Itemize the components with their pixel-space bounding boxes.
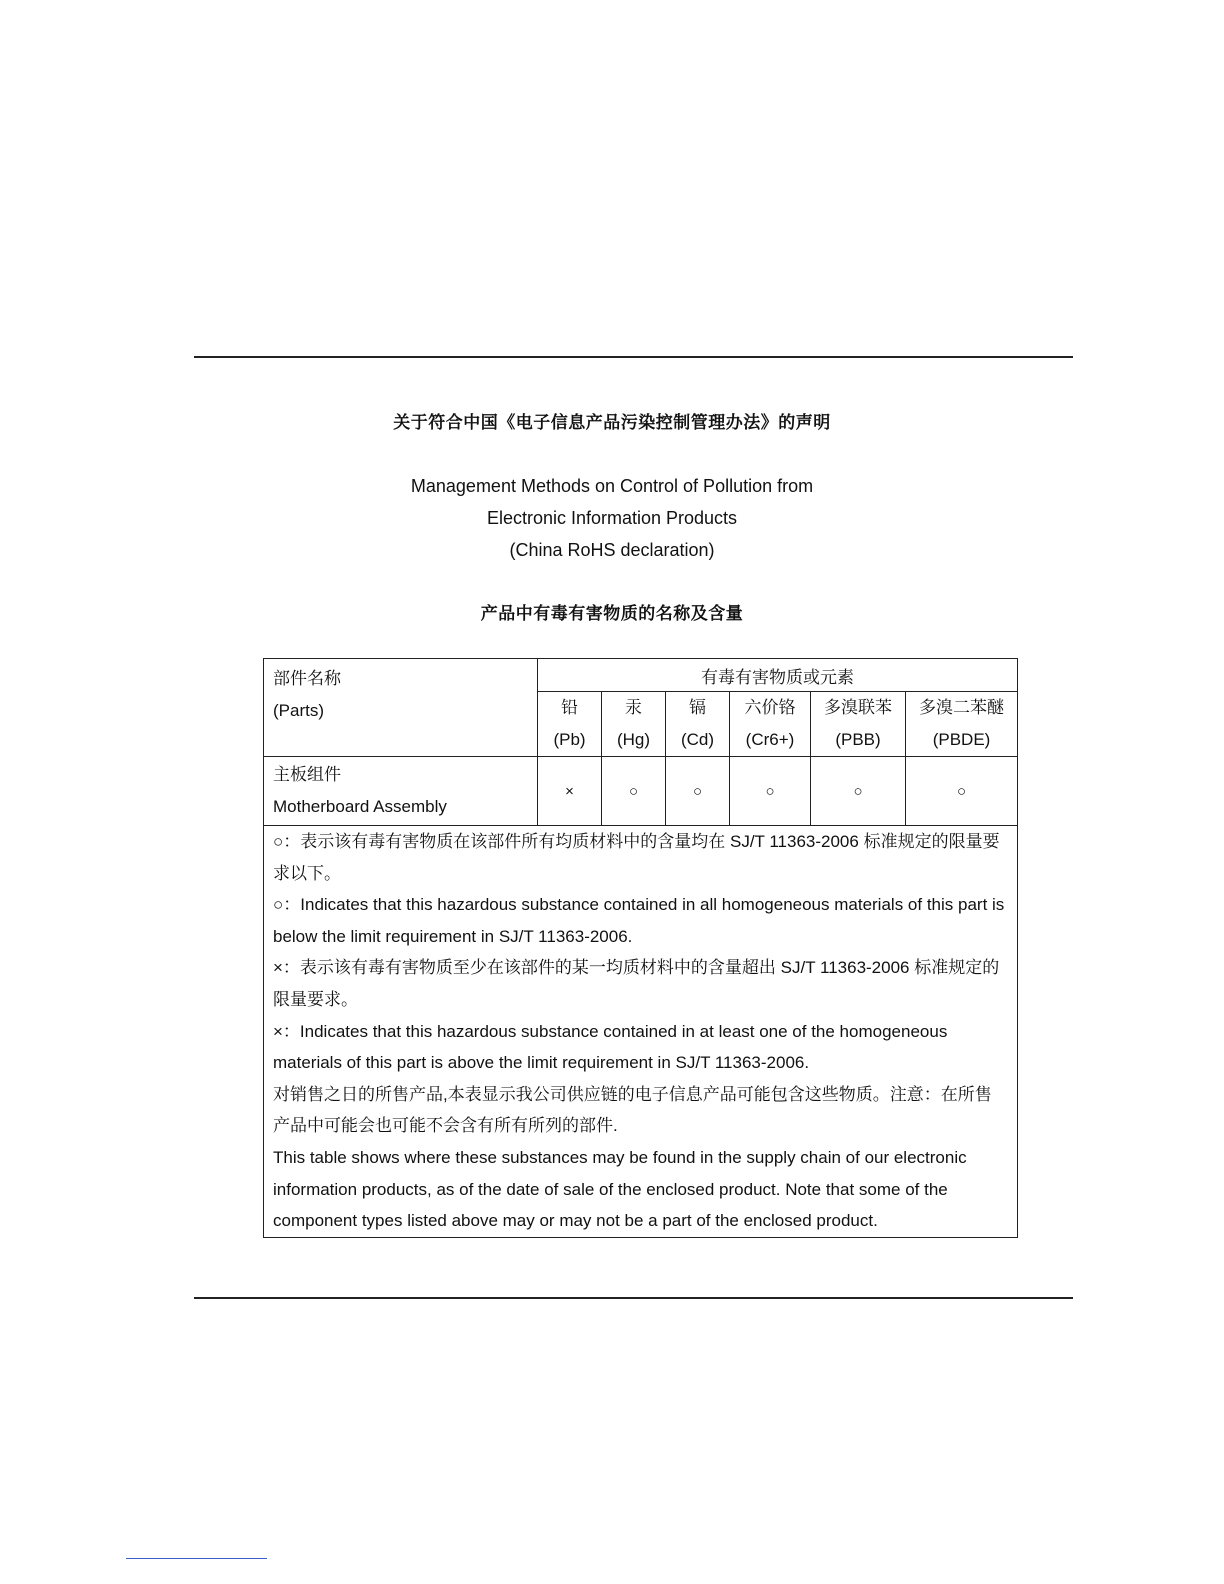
- substance-symbol: (Cd): [680, 730, 715, 749]
- substance-header-mercury: [602, 692, 666, 757]
- substance-cn: 六价铬: [744, 698, 796, 717]
- substance-group-header: 有毒有害物质或元素: [538, 659, 1018, 692]
- note-supply-chain-cn: 对销售之日的所售产品,本表显示我公司供应链的电子信息产品可能包含这些物质。注意：在所售产品中可能会也可能不会含有所有所列的部件.: [273, 1084, 992, 1136]
- substance-cn: 镉: [689, 698, 706, 717]
- substance-symbol: (PBDE): [932, 730, 991, 749]
- substance-header-cadmium: [666, 692, 730, 757]
- note-above-limit-en: ×：Indicates that this hazardous substance contained in at least one of the homogeneous materials of this part is above the limit requirement in SJ/T 11363-2006.: [273, 1021, 948, 1073]
- mark-pbb: ○: [811, 757, 906, 826]
- note-supply-chain-en: This table shows where these substances may be found in the supply chain of our electronic information products, as of the date of sale of the enclosed product. Note that some of the component types listed above may or may not be a part of the enclosed product.: [273, 1147, 967, 1231]
- note-below-limit-en: ○：Indicates that this hazardous substance contained in all homogeneous materials of this part is below the limit requirement in SJ/T 11363-2006.: [273, 895, 1005, 946]
- footnote-rule: [126, 1558, 267, 1559]
- mark-mercury: ○: [602, 757, 666, 826]
- hazardous-substance-table: [263, 658, 1018, 1238]
- substance-symbol: (PBB): [835, 730, 881, 749]
- english-title-line-2: Electronic Information Products: [486, 508, 738, 528]
- substance-header-lead: [538, 692, 602, 757]
- table-row: [264, 757, 1018, 826]
- substance-symbol: (Cr6+): [745, 730, 795, 749]
- table-caption: 产品中有毒有害物质的名称及含量: [480, 604, 744, 623]
- mark-pbde: ○: [906, 757, 1018, 826]
- substance-header-pbb: [811, 692, 906, 757]
- chinese-declaration-title: 关于符合中国《电子信息产品污染控制管理办法》的声明: [393, 413, 831, 432]
- note-below-limit-cn: ○：表示该有毒有害物质在该部件所有均质材料中的含量均在 SJ/T 11363-2006 标准规定的限量要求以下。: [273, 832, 1000, 883]
- mark-chromium: ○: [730, 757, 811, 826]
- parts-header-cell: [264, 659, 538, 757]
- note-above-limit-cn: ×：表示该有毒有害物质至少在该部件的某一均质材料中的含量超出 SJ/T 11363-2006 标准规定的限量要求。: [273, 958, 1000, 1009]
- bottom-divider: [194, 1297, 1073, 1299]
- substance-header-pbde: [906, 692, 1018, 757]
- part-name-en: Motherboard Assembly: [273, 797, 447, 816]
- parts-header-cn: 部件名称: [273, 669, 341, 688]
- part-name-cn: 主板组件: [273, 765, 341, 784]
- parts-header-en: (Parts): [273, 701, 324, 720]
- notes-cell: [264, 826, 1018, 1238]
- substance-cn: 多溴联苯: [824, 698, 892, 717]
- substance-cn: 汞: [625, 698, 642, 717]
- substance-cn: 多溴二苯醚: [919, 698, 1005, 717]
- substance-symbol: (Hg): [616, 730, 651, 749]
- mark-lead: ×: [538, 757, 602, 826]
- english-title-line-1: Management Methods on Control of Pollution from: [410, 476, 814, 496]
- part-name-cell: [264, 757, 538, 826]
- top-divider: [194, 356, 1073, 358]
- substance-symbol: (Pb): [553, 730, 586, 749]
- mark-cadmium: ○: [666, 757, 730, 826]
- substance-header-chromium: [730, 692, 811, 757]
- substance-cn: 铅: [561, 698, 578, 717]
- english-title-line-3: (China RoHS declaration): [509, 540, 715, 560]
